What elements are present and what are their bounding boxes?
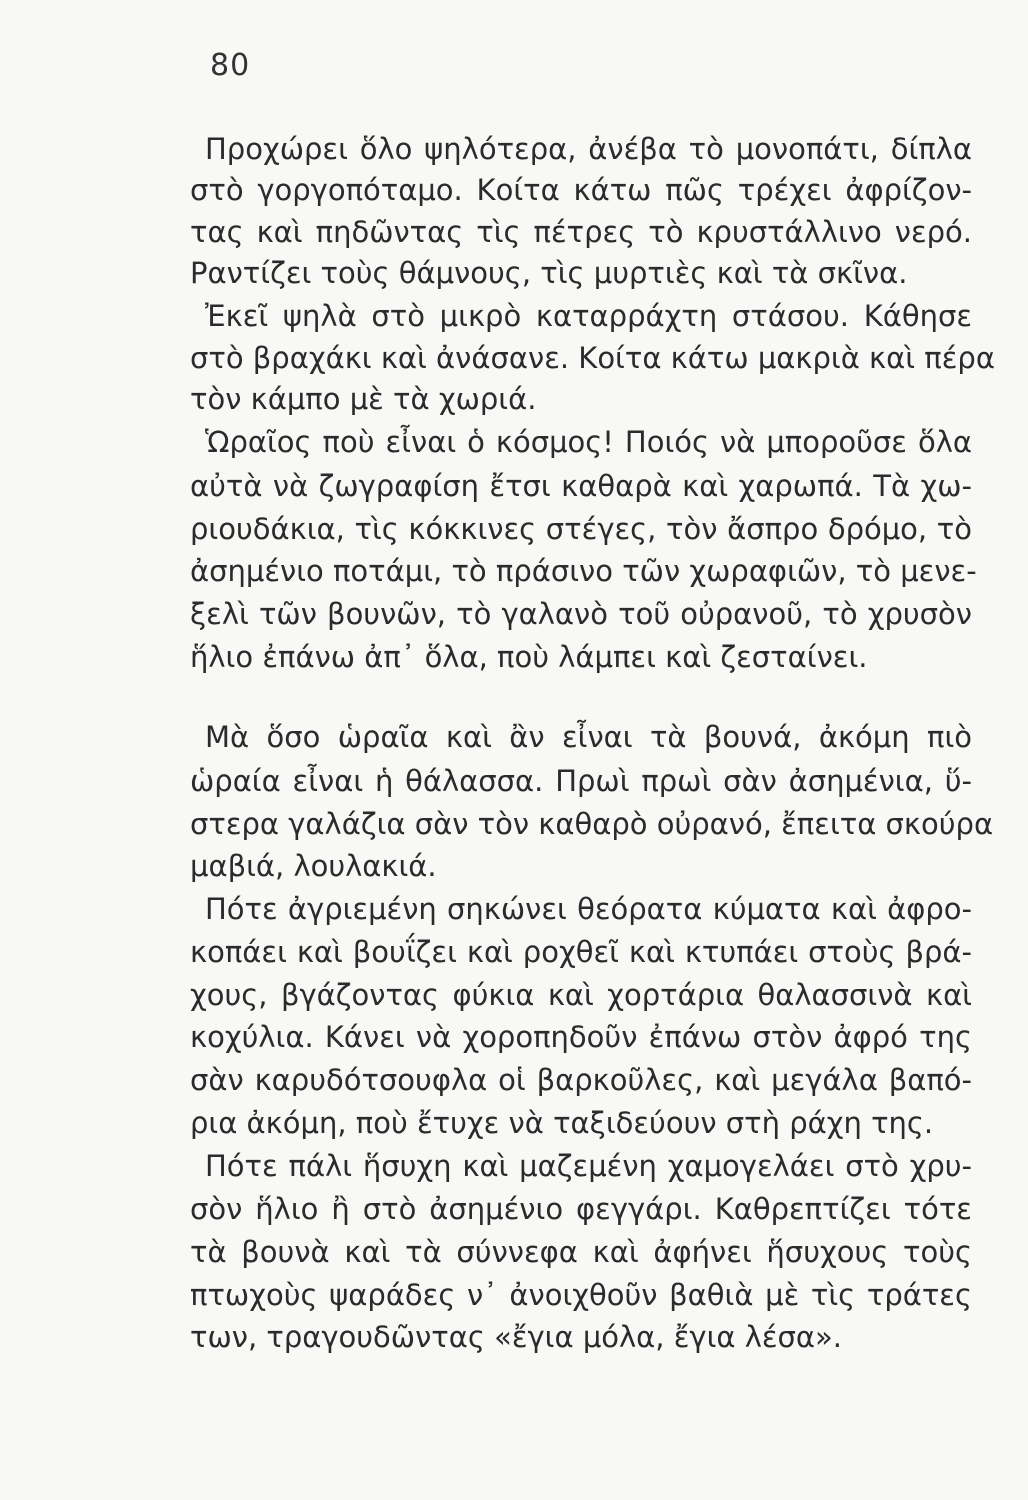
text-line: κοπάει καὶ βουΐζει καὶ ροχθεῖ καὶ κτυπάει στοὺς βρά- xyxy=(190,935,972,969)
text-line: στὸ γοργοπόταμο. Κοίτα κάτω πῶς τρέχει ἀφρίζον- xyxy=(190,173,972,207)
text-line: Ραντίζει τοὺς θάμνους, τὶς μυρτιὲς καὶ τὰ σκῖνα. xyxy=(190,256,908,290)
text-line: τὰ βουνὰ καὶ τὰ σύννεφα καὶ ἀφήνει ἥσυχους τοὺς xyxy=(190,1235,972,1269)
text-line: τὸν κάμπο μὲ τὰ χωριά. xyxy=(190,382,537,416)
text-line: σὰν καρυδότσουφλα οἱ βαρκοῦλες, καὶ μεγάλα βαπό- xyxy=(190,1063,972,1097)
text-line: ριουδάκια, τὶς κόκκινες στέγες, τὸν ἄσπρο δρόμο, τὸ xyxy=(190,512,972,546)
text-line: Προχώρει ὅλο ψηλότερα, ἀνέβα τὸ μονοπάτι, δίπλα xyxy=(205,132,972,166)
text-line: ρια ἀκόμη, ποὺ ἔτυχε νὰ ταξιδεύουν στὴ ράχη της. xyxy=(190,1106,934,1140)
text-line: Ἐκεῖ ψηλὰ στὸ μικρὸ καταρράχτη στάσου. Κάθησε xyxy=(205,299,972,333)
text-line: κοχύλια. Κάνει νὰ χοροπηδοῦν ἐπάνω στὸν ἀφρό της xyxy=(190,1020,972,1054)
text-line: των, τραγουδῶντας «ἔγια μόλα, ἔγια λέσα». xyxy=(190,1320,843,1354)
text-line: Μὰ ὅσο ὡραῖα καὶ ἂν εἶναι τὰ βουνά, ἀκόμη πιὸ xyxy=(205,720,972,754)
text-line: σὸν ἥλιο ἢ στὸ ἀσημένιο φεγγάρι. Καθρεπτίζει τότε xyxy=(190,1192,972,1226)
text-line: Πότε πάλι ἥσυχη καὶ μαζεμένη χαμογελάει στὸ χρυ- xyxy=(205,1149,972,1183)
text-line: ὡραία εἶναι ἡ θάλασσα. Πρωὶ πρωὶ σὰν ἀσημένια, ὕ- xyxy=(190,764,972,798)
text-line: χους, βγάζοντας φύκια καὶ χορτάρια θαλασσινὰ καὶ xyxy=(190,978,972,1012)
text-line: τας καὶ πηδῶντας τὶς πέτρες τὸ κρυστάλλινο νερό. xyxy=(190,215,972,249)
text-line: Πότε ἀγριεμένη σηκώνει θεόρατα κύματα καὶ ἀφρο- xyxy=(205,892,972,926)
text-line: αὐτὰ νὰ ζωγραφίση ἔτσι καθαρὰ καὶ χαρωπά. Τὰ χω- xyxy=(190,469,972,503)
text-line: ξελὶ τῶν βουνῶν, τὸ γαλανὸ τοῦ οὐρανοῦ, τὸ χρυσὸν xyxy=(190,597,972,631)
page-number: 80 xyxy=(210,48,251,83)
text-line: μαβιά, λουλακιά. xyxy=(190,849,437,883)
text-line: ἀσημένιο ποτάμι, τὸ πράσινο τῶν χωραφιῶν, τὸ μενε- xyxy=(190,554,977,588)
text-line: πτωχοὺς ψαράδες ν᾽ ἀνοιχθοῦν βαθιὰ μὲ τὶς τράτες xyxy=(190,1278,972,1312)
text-line: στερα γαλάζια σὰν τὸν καθαρὸ οὐρανό, ἔπειτα σκούρα xyxy=(190,807,994,841)
text-line: στὸ βραχάκι καὶ ἀνάσανε. Κοίτα κάτω μακριὰ καὶ πέρα xyxy=(190,341,995,375)
text-line: Ὡραῖος ποὺ εἶναι ὁ κόσμος! Ποιός νὰ μποροῦσε ὅλα xyxy=(205,425,972,459)
text-line: ἥλιο ἐπάνω ἀπ᾽ ὅλα, ποὺ λάμπει καὶ ζεσταίνει. xyxy=(190,640,868,674)
